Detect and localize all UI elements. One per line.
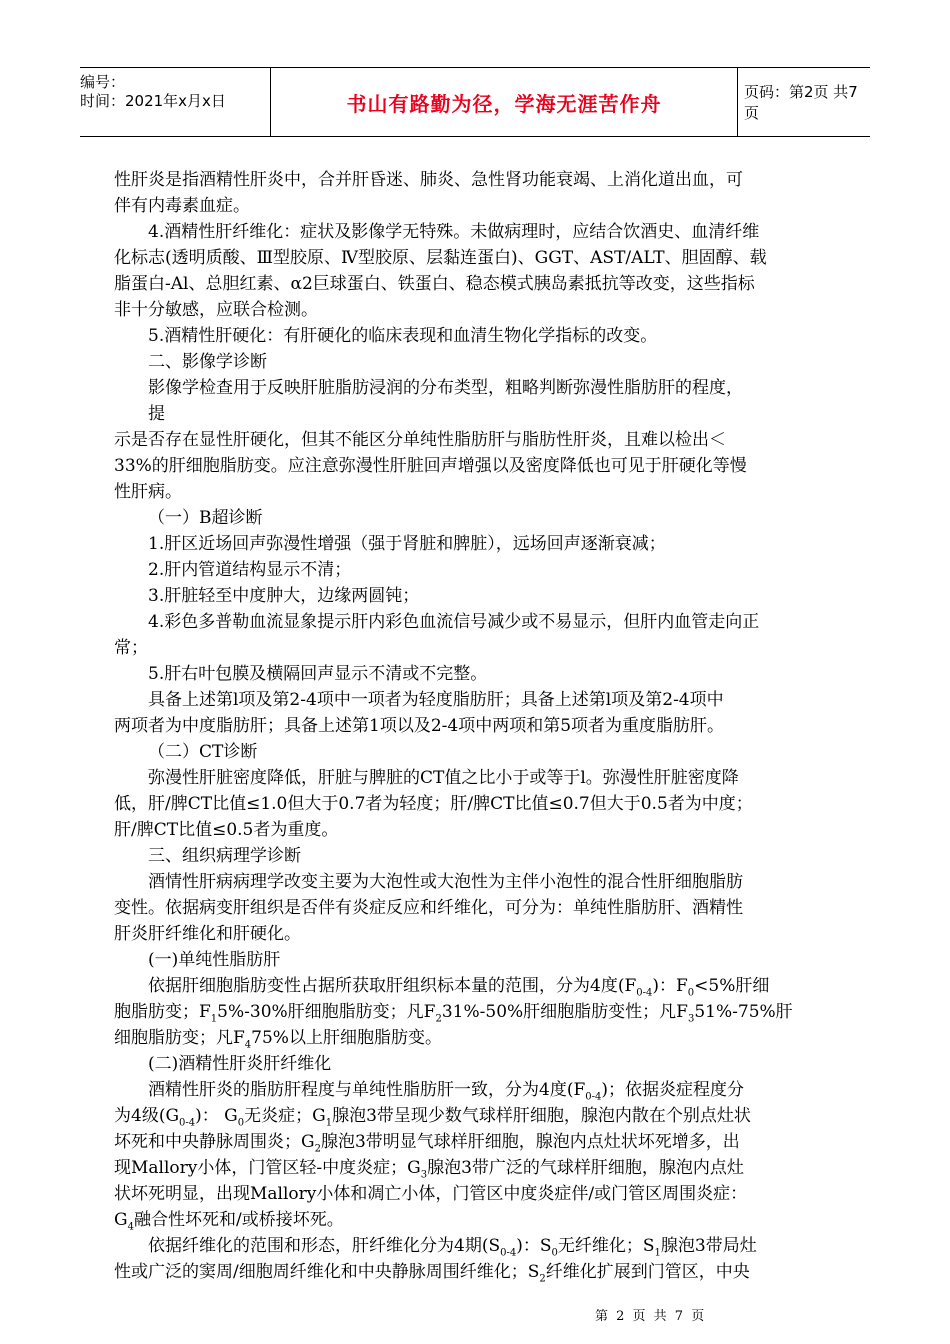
text-line: 依据肝细胞脂肪变性占据所获取肝组织标本量的范围，分为4度$(F_{0-4})$：$F_0<5\%$肝细 bbox=[148, 976, 770, 999]
text-line: 现Mallory小体，门管区轻-中度炎症；$G_3$腺泡3带广泛的气球样肝细胞，腺泡内点灶 bbox=[114, 1158, 744, 1181]
subsection-heading: (二)酒精性肝炎肝纤维化 bbox=[148, 1054, 332, 1074]
text-line: 2.肝内管道结构显示不清； bbox=[148, 560, 352, 580]
text-line: 1.肝区近场回声弥漫性增强（强于肾脏和脾脏），远场回声逐渐衰减； bbox=[148, 534, 666, 554]
text-line: 胞脂肪变；$F_15\%-30\%$肝细胞脂肪变；凡$F_231\%-50\%$肝细胞脂肪变性；凡$F_351\%-75\%$肝 bbox=[114, 1002, 793, 1025]
text-line: 弥漫性肝脏密度降低，肝脏与脾脏的CT值之比小于或等于l。弥漫性肝脏密度降 bbox=[148, 768, 739, 788]
text-line: 具备上述第l项及第2-4项中一项者为轻度脂肪肝；具备上述第l项及第2-4项中 bbox=[148, 690, 724, 710]
text-line: 性肝病。 bbox=[114, 482, 182, 502]
page-header bbox=[80, 67, 870, 137]
subsection-heading: （一）B超诊断 bbox=[148, 508, 263, 528]
text-line: 化标志(透明质酸、Ⅲ型胶原、Ⅳ型胶原、层黏连蛋白)、GGT、AST/ALT、胆固醇、载 bbox=[114, 248, 767, 268]
text-line: 状坏死明显，出现Mallory小体和凋亡小体，门管区中度炎症伴/或门管区周围炎症： bbox=[114, 1184, 748, 1204]
text-line: 低，肝/脾CT比值≤1.0但大于0.7者为轻度；肝/脾CT比值≤0.7但大于0.5者为中度； bbox=[114, 794, 753, 814]
doc-number-label: 编号： bbox=[80, 73, 126, 91]
text-line: 坏死和中央静脉周围炎；$G_2$腺泡3带明显气球样肝细胞，腺泡内点灶状坏死增多，出 bbox=[114, 1132, 740, 1155]
text-line: 性肝炎是指酒精性肝炎中，合并肝昏迷、肺炎、急性肾功能衰竭、上消化道出血，可 bbox=[114, 170, 743, 190]
section-heading: 三、组织病理学诊断 bbox=[148, 846, 301, 866]
text-line: 变性。依据病变肝组织是否伴有炎症反应和纤维化，可分为：单纯性脂肪肝、酒精性 bbox=[114, 898, 743, 918]
text-line: 5.肝右叶包膜及横隔回声显示不清或不完整。 bbox=[148, 664, 488, 684]
text-line: 影像学检查用于反映肝脏脂肪浸润的分布类型，粗略判断弥漫性脂肪肝的程度， bbox=[148, 378, 743, 398]
header-meta bbox=[80, 68, 270, 136]
text-line: 示是否存在显性肝硬化，但其不能区分单纯性脂肪肝与脂肪性肝炎，且难以检出＜ bbox=[114, 430, 726, 450]
text-line: 性或广泛的窦周/细胞周纤维化和中央静脉周围纤维化；$S_2$纤维化扩展到门管区，中央 bbox=[114, 1262, 750, 1285]
text-line: 4.彩色多普勒血流显象提示肝内彩色血流信号减少或不易显示，但肝内血管走向正 bbox=[148, 612, 760, 632]
text-line: 两项者为中度脂肪肝；具备上述第1项以及2-4项中两项和第5项者为重度脂肪肝。 bbox=[114, 716, 725, 736]
doc-time-label: 时间：2021年x月x日 bbox=[80, 92, 226, 110]
text-line: 细胞脂肪变；凡$F_475\%$以上肝细胞脂肪变。 bbox=[114, 1028, 442, 1051]
text-line: 33%的肝细胞脂肪变。应注意弥漫性肝脏回声增强以及密度降低也可见于肝硬化等慢 bbox=[114, 456, 747, 476]
page-footer: 第 2 页 共 7 页 bbox=[595, 1309, 707, 1324]
text-line: 酒情性肝病病理学改变主要为大泡性或大泡性为主伴小泡性的混合性肝细胞脂肪 bbox=[148, 872, 743, 892]
text-line: 肝炎肝纤维化和肝硬化。 bbox=[114, 924, 301, 944]
text-line: 伴有内毒素血症。 bbox=[114, 196, 250, 216]
section-heading: 二、影像学诊断 bbox=[148, 352, 267, 372]
subsection-heading: （二）CT诊断 bbox=[148, 742, 258, 762]
text-line: 5.酒精性肝硬化：有肝硬化的临床表现和血清生物化学指标的改变。 bbox=[148, 326, 658, 346]
subsection-heading: (一)单纯性脂肪肝 bbox=[148, 950, 281, 970]
text-line: $G_4$融合性坏死和/或桥接坏死。 bbox=[114, 1210, 344, 1233]
header-motto: 书山有路勤为径，学海无涯苦作舟 bbox=[270, 68, 738, 136]
text-line: 依据纤维化的范围和形态，肝纤维化分为4期$(S_{0-4})$：$S_0$无纤维化；$S_1$腺泡3带局灶 bbox=[148, 1236, 757, 1259]
text-line: 肝/脾CT比值≤0.5者为重度。 bbox=[114, 820, 339, 840]
text-line: 非十分敏感，应联合检测。 bbox=[114, 300, 318, 320]
header-page-label: 页码：第2页 共7页 bbox=[744, 83, 858, 122]
text-line: 3.肝脏轻至中度肿大，边缘两圆钝； bbox=[148, 586, 420, 606]
text-line: 常； bbox=[114, 638, 148, 658]
text-line: 为4级$(G_{0-4})$： $G_0$无炎症；$G_1$腺泡3带呈现少数气球样肝细胞，腺泡内散在个别点灶状 bbox=[114, 1106, 751, 1129]
text-line: 脂蛋白-Al、总胆红素、α2巨球蛋白、铁蛋白、稳态模式胰岛素抵抗等改变，这些指标 bbox=[114, 274, 755, 294]
document-body bbox=[114, 167, 838, 1285]
text-line: 4.酒精性肝纤维化：症状及影像学无特殊。未做病理时，应结合饮酒史、血清纤维 bbox=[148, 222, 760, 242]
text-line: 提 bbox=[148, 404, 165, 424]
text-line: 酒精性肝炎的脂肪肝程度与单纯性脂肪肝一致，分为4度$(F_{0-4})$；依据炎症程度分 bbox=[148, 1080, 744, 1103]
